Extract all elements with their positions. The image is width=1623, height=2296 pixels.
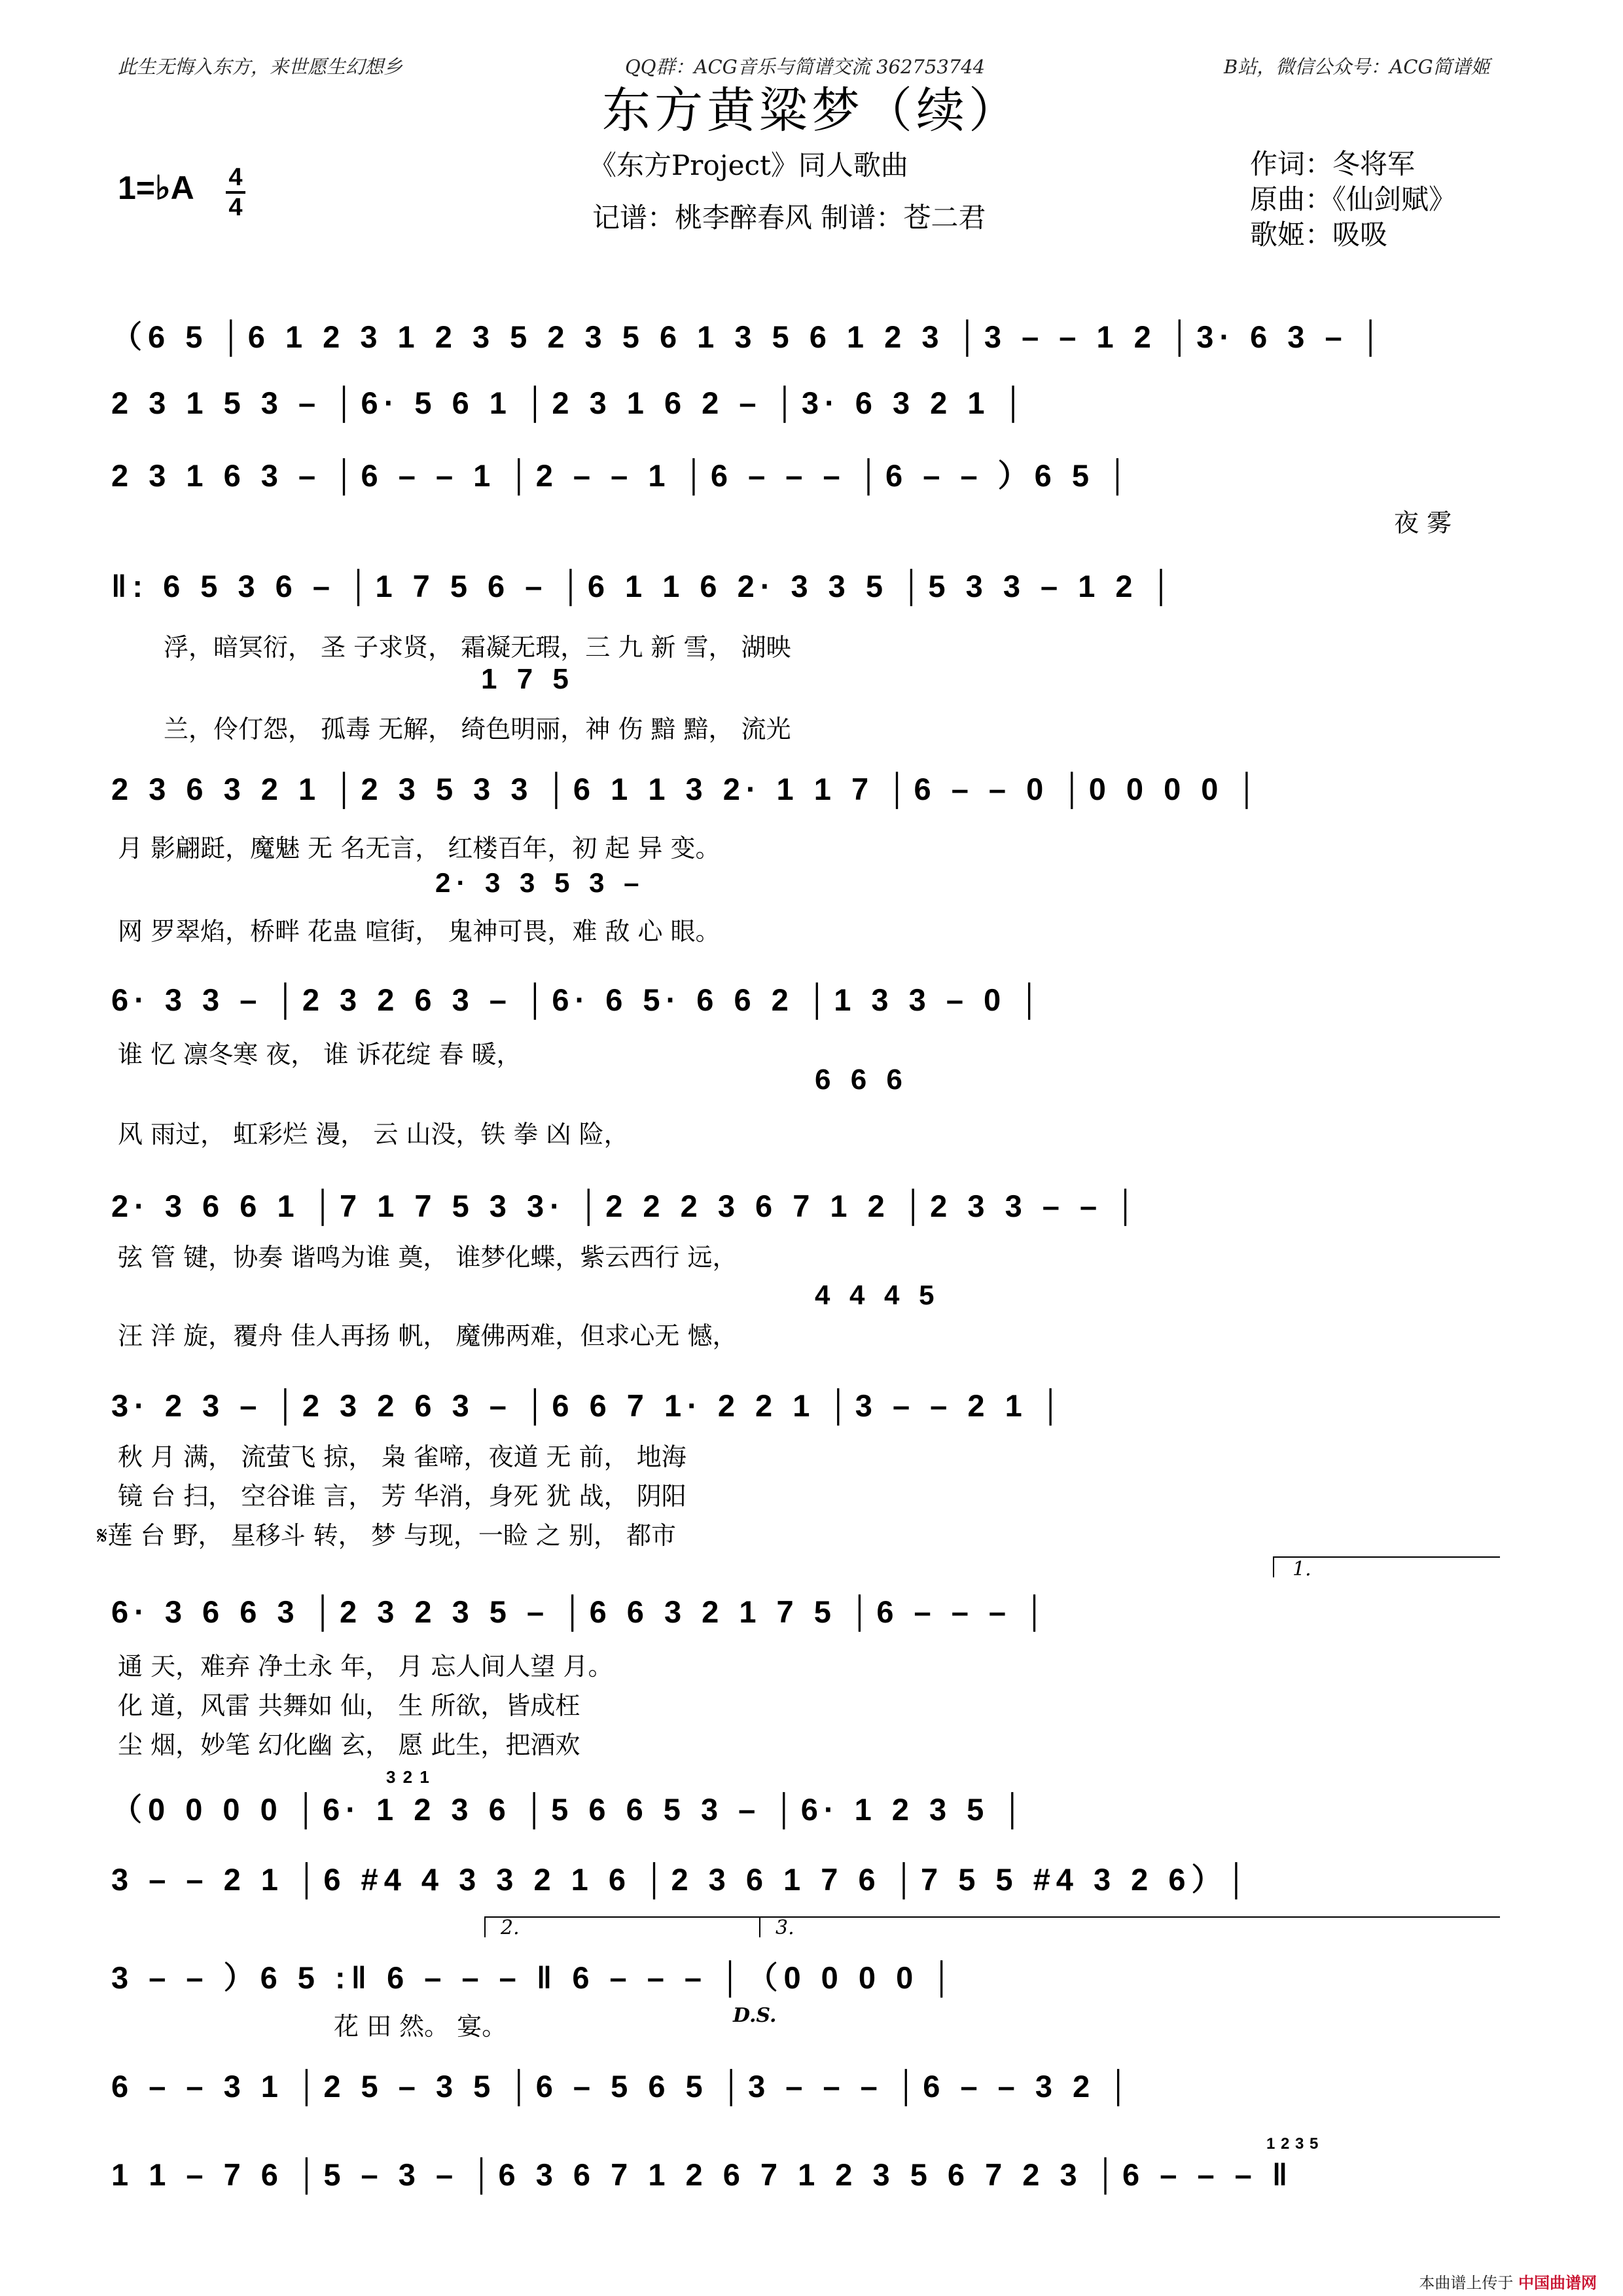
footer-upload-note bbox=[1419, 2270, 1597, 2293]
header-right-account: B站，微信公众号：ACG简谱姬 bbox=[1224, 56, 1490, 78]
lyrics-system-8-verse-2: 镜 台 扫， 空谷谁 言， 芳 华消，身死 犹 战， 阴阳 bbox=[118, 1482, 687, 1511]
dal-segno-marking: D.S. bbox=[733, 2004, 777, 2027]
notation-system-5: 2 3 6 3 2 1 │2 3 5 3 3 │6 1 1 3 2· 1 1 7 │6 – – 0 │0 0 0 0 │ bbox=[111, 772, 1264, 806]
lyrics-system-7-verse-1: 弦 管 键，协奏 谐鸣为谁 奠， 谁梦化蝶，紫云西行 远， bbox=[118, 1243, 738, 1272]
lyrics-system-7-verse-2: 汪 洋 旋，覆舟 佳人再扬 帆， 魔佛两难，但求心无 憾， bbox=[118, 1321, 738, 1350]
third-ending-bracket bbox=[759, 1916, 1500, 1937]
alt-notation-system-6: 6 6 6 bbox=[815, 1064, 908, 1096]
time-signature bbox=[226, 165, 245, 220]
original-song: 原曲：《仙剑赋》 bbox=[1250, 183, 1457, 215]
third-ending-label: 3. bbox=[776, 1916, 794, 1939]
lyrics-system-6-verse-1: 谁 忆 凛冬寒 夜， 谁 诉花绽 春 暖， bbox=[118, 1040, 522, 1069]
time-signature-bottom: 4 bbox=[228, 194, 243, 221]
notation-system-12: 3 – – ）6 5 :‖ 6 – – – ‖ 6 – – – │（0 0 0 0 │ bbox=[111, 1960, 959, 1995]
credits: 记谱：桃李醉春风 制谱：苍二君 bbox=[592, 202, 986, 234]
notation-system-2: 2 3 1 5 3 – │6· 5 6 1 │2 3 1 6 2 – │3· 6 3 2 1 │ bbox=[111, 386, 1030, 420]
second-ending-label: 2. bbox=[501, 1916, 520, 1939]
lyrics-system-8-verse-1: 秋 月 满， 流萤飞 掠， 枭 雀啼，夜道 无 前， 地海 bbox=[118, 1443, 687, 1471]
lyrics-system-4-verse-2: 兰，伶仃怨， 孤毒 无解， 绮色明丽，神 伤 黯 黯， 流光 bbox=[164, 715, 791, 744]
lyrics-system-9-verse-2: 化 道，风雷 共舞如 仙， 生 所欲，皆成枉 bbox=[118, 1691, 580, 1720]
lyrics-system-4-verse-1: 浮，暗冥衍， 圣 子求贤， 霜凝无瑕，三 九 新 雪， 湖映 bbox=[164, 633, 791, 662]
notation-system-11: 3 – – 2 1 │6 #4 4 3 3 2 1 6 │2 3 6 1 7 6 │7 5 5 #4 3 2 6）│ bbox=[111, 1862, 1253, 1897]
first-ending-label: 1. bbox=[1293, 1558, 1311, 1581]
notation-system-4: ‖: 6 5 3 6 – │1 7 5 6 – │6 1 1 6 2· 3 3 5 │5 3 3 – 1 2 │ bbox=[111, 569, 1178, 603]
lyrics-system-5-verse-2: 网 罗翠焰，桥畔 花蛊 喧街， 鬼神可畏，难 敌 心 眼。 bbox=[118, 917, 721, 946]
lyrics-system-9-verse-3: 尘 烟，妙笔 幻化幽 玄， 愿 此生，把酒欢 bbox=[118, 1731, 580, 1759]
notation-system-8: 3· 2 3 – │2 3 2 6 3 – │6 6 7 1· 2 2 1 │3 – – 2 1 │ bbox=[111, 1388, 1068, 1423]
site-logo[interactable]: 中国曲谱网 bbox=[1518, 2274, 1597, 2292]
footer-text: 本曲谱上传于 bbox=[1419, 2274, 1514, 2292]
notation-system-13: 6 – – 3 1 │2 5 – 3 5 │6 – 5 6 5 │3 – – – │6 – – 3 2 │ bbox=[111, 2069, 1135, 2104]
lyrics-system-5-verse-1: 月 影翩跹，魔魅 无 名无言， 红楼百年，初 起 异 变。 bbox=[118, 834, 721, 863]
time-signature-top: 4 bbox=[228, 164, 243, 191]
page-title: 东方黄粱梦（续） bbox=[602, 82, 1021, 139]
alt-notation-system-7: 4 4 4 5 bbox=[815, 1280, 940, 1310]
notation-system-14: 1 1 – 7 6 │5 – 3 – │6 3 6 7 1 2 6 7 1 2 3 5 6 7 2 3 │6 – – – ‖ bbox=[111, 2157, 1294, 2192]
notation-system-10: （0 0 0 0 │6· 1 2 3 6 │5 6 6 5 3 – │6· 1 2 3 5 │ bbox=[111, 1792, 1029, 1827]
alt-notation-system-5: 2· 3 3 5 3 – bbox=[435, 867, 645, 898]
lyrics-system-6-verse-2: 风 雨过， 虹彩烂 漫， 云 山没，铁 拳 凶 险， bbox=[118, 1120, 629, 1149]
grace-notes-system-14: 1 2 3 5 bbox=[1266, 2135, 1319, 2153]
lyrics-system-9-verse-1: 通 天，难弃 净土永 年， 月 忘人间人望 月。 bbox=[118, 1652, 613, 1681]
lyrics-system-3: 夜 雾 bbox=[1394, 509, 1452, 537]
second-ending-bracket bbox=[484, 1916, 760, 1937]
lyrics-system-8-verse-3: 𝄋莲 台 野， 星移斗 转， 梦 与现，一睑 之 别， 都市 bbox=[97, 1521, 677, 1550]
lyricist: 作词：冬将军 bbox=[1250, 148, 1416, 180]
notation-system-9: 6· 3 6 6 3 │2 3 2 3 5 – │6 6 3 2 1 7 5 │6 – – – │ bbox=[111, 1594, 1052, 1629]
notation-system-7: 2· 3 6 6 1 │7 1 7 5 3 3· │2 2 2 3 6 7 1 2 │2 3 3 – – │ bbox=[111, 1189, 1143, 1223]
alt-notation-system-4: 1 7 5 bbox=[481, 663, 575, 695]
notation-system-3: 2 3 1 6 3 – │6 – – 1 │2 – – 1 │6 – – – │6 – – ）6 5 │ bbox=[111, 458, 1135, 493]
notation-system-1: （6 5 │6 1 2 3 1 2 3 5 2 3 5 6 1 3 5 6 1 2 3 │3 – – 1 2 │3· 6 3 – │ bbox=[111, 319, 1388, 354]
grace-notes-system-10: 3 2 1 bbox=[386, 1767, 431, 1787]
key-signature: 1=♭A bbox=[118, 170, 194, 206]
header-left-slogan: 此生无悔入东方，来世愿生幻想乡 bbox=[118, 56, 403, 78]
lyrics-system-12: 花 田 然。 宴。 bbox=[334, 2012, 507, 2041]
singer: 歌姬：吸吸 bbox=[1250, 219, 1388, 251]
subtitle: 《东方Project》同人歌曲 bbox=[589, 149, 908, 181]
header-qq-group: QQ群：ACG音乐与简谱交流 362753744 bbox=[625, 56, 986, 78]
notation-system-6: 6· 3 3 – │2 3 2 6 3 – │6· 6 5· 6 6 2 │1 3 3 – 0 │ bbox=[111, 982, 1046, 1017]
